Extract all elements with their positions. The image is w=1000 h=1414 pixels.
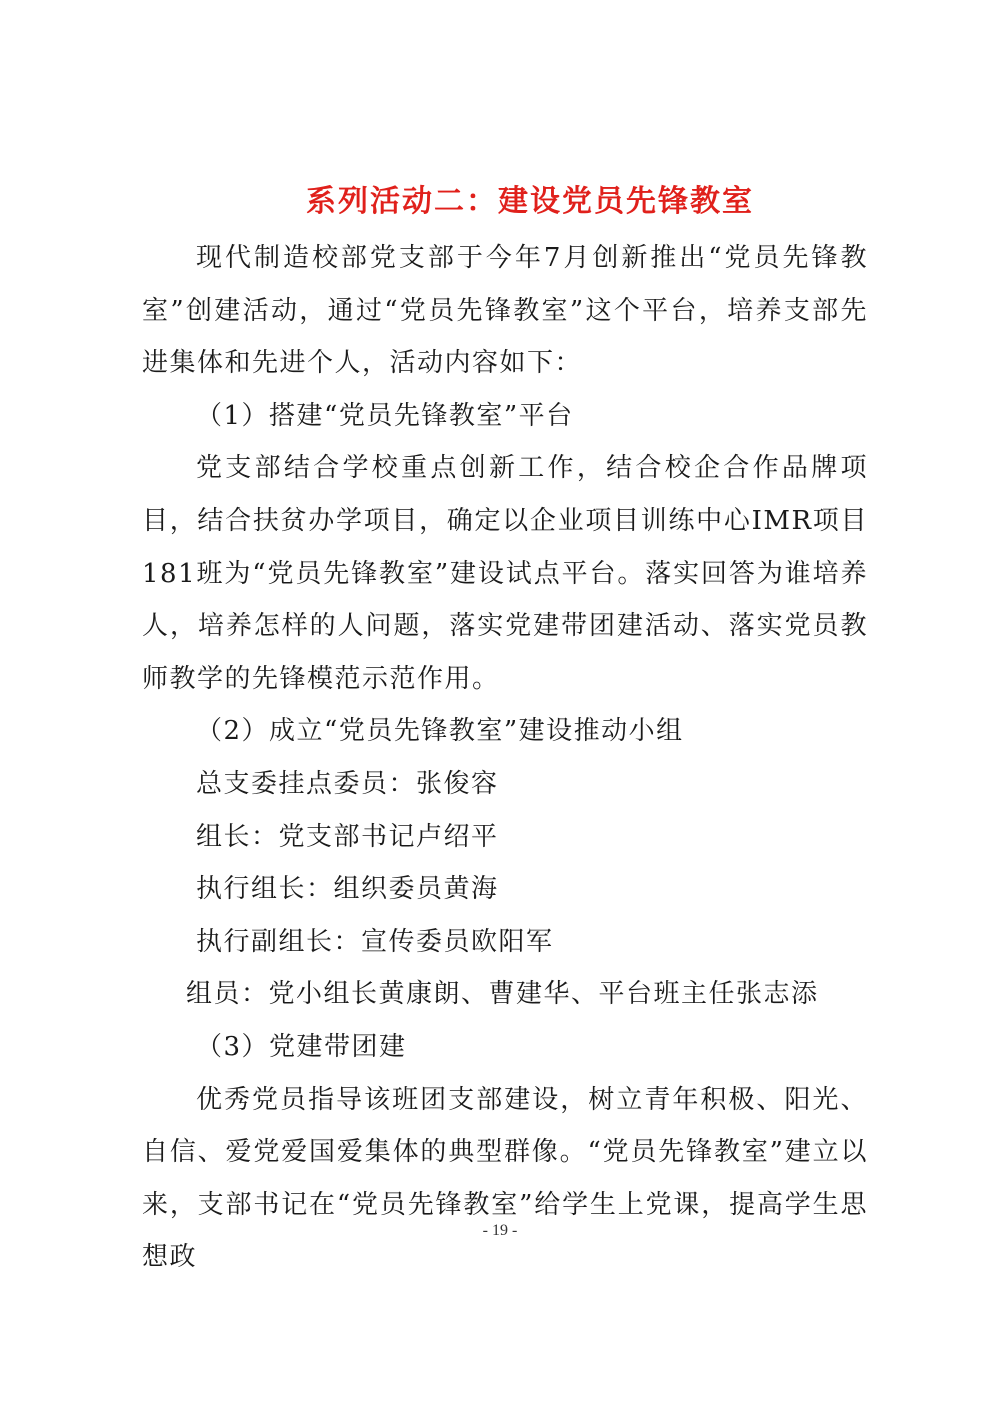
section-3-heading: （3）党建带团建 xyxy=(196,1031,407,1062)
committee-deputy-leader: 执行副组长：宣传委员欧阳军 xyxy=(196,926,554,957)
committee-leader: 组长：党支部书记卢绍平 xyxy=(196,821,499,852)
intro-paragraph: 现代制造校部党支部于今年7月创新推出“党员先锋教室”创建活动，通过“党员先锋教室”这个平台，培养支部先进集体和先进个人，活动内容如下： xyxy=(142,243,868,379)
committee-members: 组员：党小组长黄康朗、曹建华、平台班主任张志添 xyxy=(186,979,819,1010)
section-3-paragraph: 优秀党员指导该班团支部建设，树立青年积极、阳光、自信、爱党爱国爱集体的典型群像。“党员先锋教室”建立以来，支部书记在“党员先锋教室”给学生上党课，提高学生思想政 xyxy=(142,1084,868,1273)
section-2-heading: （2）成立“党员先锋教室”建设推动小组 xyxy=(196,716,684,747)
section-1-heading: （1）搭建“党员先锋教室”平台 xyxy=(196,400,574,431)
page-title: 系列活动二：建设党员先锋教室 xyxy=(306,184,754,219)
committee-executive-leader: 执行组长：组织委员黄海 xyxy=(196,874,499,905)
body-text xyxy=(142,232,868,1284)
section-1-paragraph: 党支部结合学校重点创新工作，结合校企合作品牌项目，结合扶贫办学项目，确定以企业项目训练中心IMR项目181班为“党员先锋教室”建设试点平台。落实回答为谁培养人，培养怎样的人问题，落实党建带团建活动、落实党员教师教学的先锋模范示范作用。 xyxy=(142,453,868,694)
page-number: - 19 - xyxy=(482,1222,518,1239)
committee-member: 总支委挂点委员：张俊容 xyxy=(196,768,499,799)
